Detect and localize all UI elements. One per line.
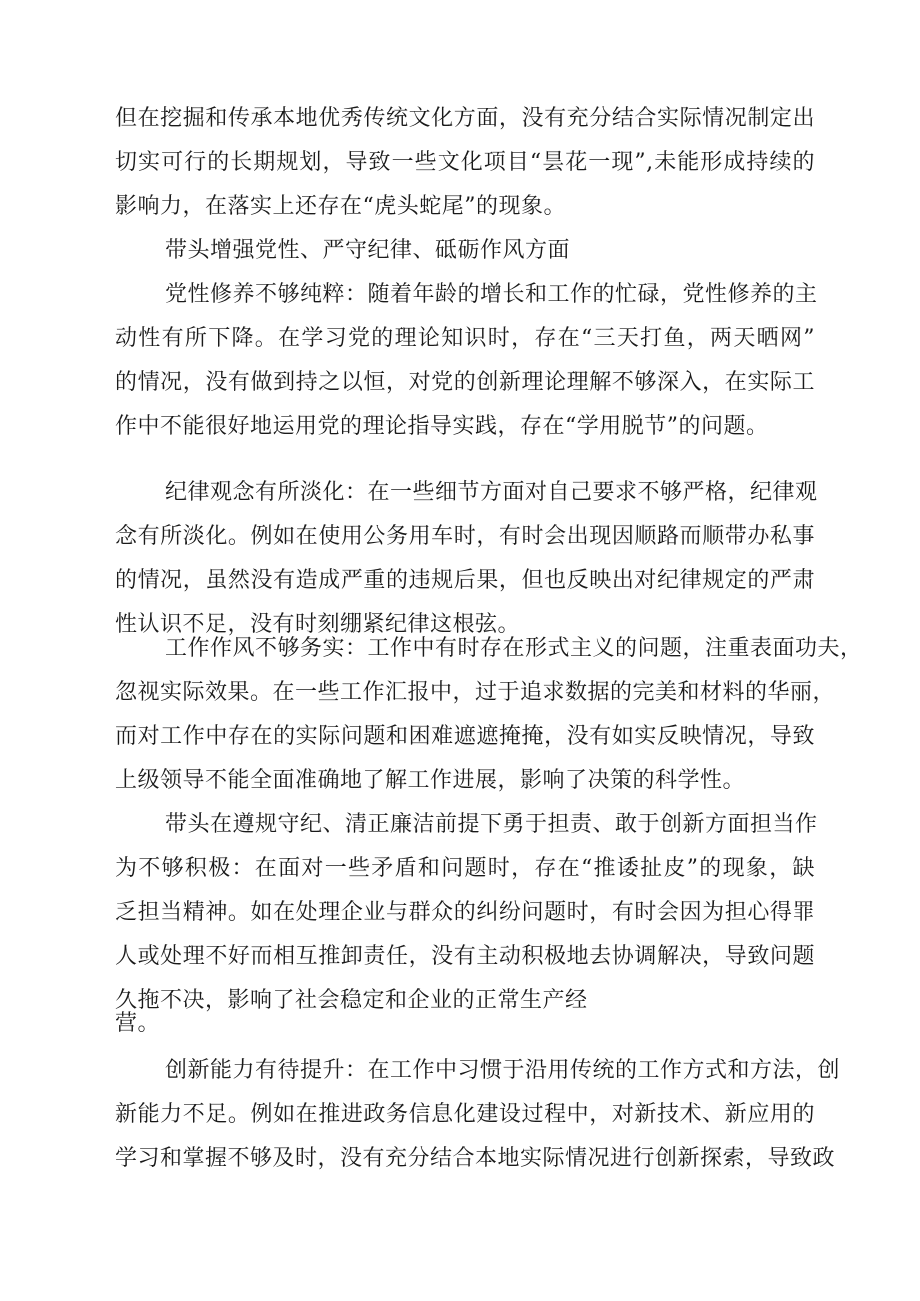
- text-line: 党性修养不够纯粹：随着年龄的增长和工作的忙碌，党性修养的主: [165, 282, 818, 307]
- text-line: 创新能力有待提升：在工作中习惯于沿用传统的工作方式和方法，创: [165, 1058, 841, 1083]
- text-line: 性认识不足，没有时刻绷紧纪律这根弦。: [115, 612, 521, 637]
- text-line: 而对工作中存在的实际问题和困难遮遮掩掩，没有如实反映情况，导致: [115, 724, 815, 749]
- text-line: 乏担当精神。如在处理企业与群众的纠纷问题时，有时会因为担心得罪: [115, 900, 815, 925]
- text-line: 忽视实际效果。在一些工作汇报中，过于追求数据的完美和材料的华丽，: [115, 680, 836, 705]
- text-line: 新能力不足。例如在推进政务信息化建设过程中，对新技术、新应用的: [115, 1102, 815, 1127]
- text-line: 学习和掌握不够及时，没有充分结合本地实际情况进行创新探索，导致政: [115, 1146, 836, 1171]
- text-line: 影响力，在落实上还存在“虎头蛇尾”的现象。: [115, 194, 566, 219]
- text-line: 的情况，虽然没有造成严重的违规后果，但也反映出对纪律规定的严肃: [115, 568, 815, 593]
- text-line: 作中不能很好地运用党的理论指导实践，存在“学用脱节”的问题。: [115, 414, 769, 439]
- text-line: 为不够积极：在面对一些矛盾和问题时，存在“推诿扯皮”的现象，缺: [115, 856, 815, 881]
- text-line: 带头在遵规守纪、清正廉洁前提下勇于担责、敢于创新方面担当作: [165, 812, 818, 837]
- text-line: 营。: [115, 1011, 161, 1036]
- text-line: 的情况，没有做到持之以恒，对党的创新理论理解不够深入，在实际工: [115, 370, 815, 395]
- text-line: 久拖不决，影响了社会稳定和企业的正常生产经: [115, 988, 588, 1013]
- text-line: 纪律观念有所淡化：在一些细节方面对自己要求不够严格，纪律观: [165, 480, 818, 505]
- text-line: 工作作风不够务实：工作中有时存在形式主义的问题，注重表面功夫，: [165, 636, 863, 661]
- text-line: 上级领导不能全面准确地了解工作进展，影响了决策的科学性。: [115, 768, 746, 793]
- text-line: 动性有所下降。在学习党的理论知识时，存在“三天打鱼，两天晒网”: [115, 326, 815, 351]
- text-line: 人或处理不好而相互推卸责任，没有主动积极地去协调解决，导致问题: [115, 944, 815, 969]
- section-heading: 带头增强党性、严守纪律、砥砺作风方面: [165, 238, 571, 263]
- text-line: 念有所淡化。例如在使用公务用车时，有时会出现因顺路而顺带办私事: [115, 524, 815, 549]
- text-line: 切实可行的长期规划，导致一些文化项目“昙花一现”,未能形成持续的: [115, 150, 815, 175]
- text-line: 但在挖掘和传承本地优秀传统文化方面，没有充分结合实际情况制定出: [115, 106, 815, 131]
